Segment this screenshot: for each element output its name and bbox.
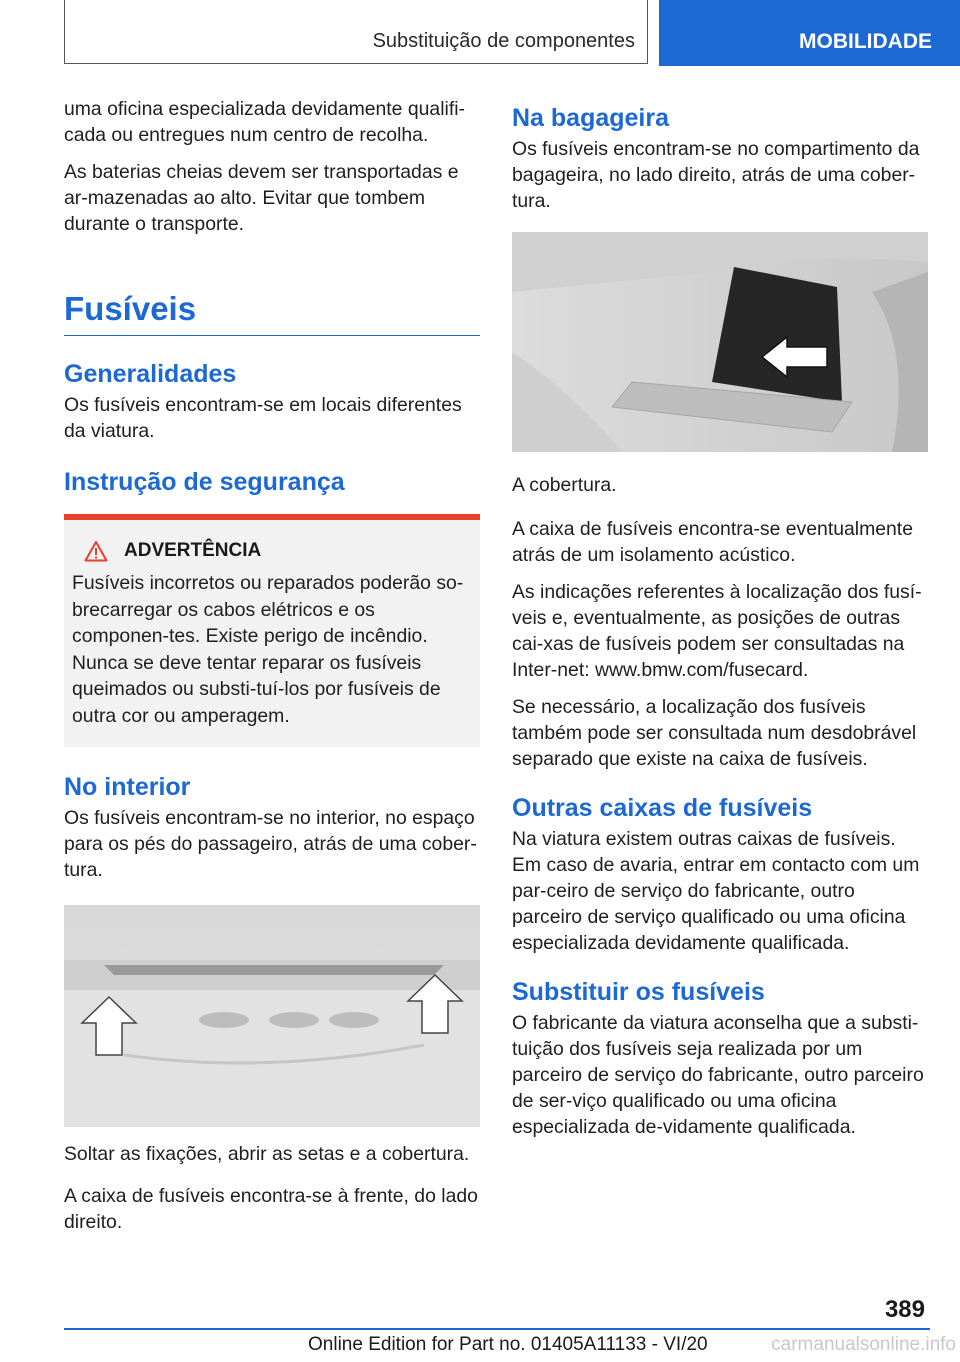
intro-paragraph-2: As baterias cheias devem ser transportadas e ar-mazenadas ao alto. Evitar que tombem durante o transporte. [64,161,459,235]
section-tab [64,0,648,64]
page-header [0,0,960,66]
trunk-paragraph: Os fusíveis encontram-se no compartimento da bagageira, no lado direito, atrás de uma cober-tura. [512,138,920,212]
heading-interior: No interior [64,773,191,801]
caption-interior: Soltar as fixações, abrir as setas e a cobertura. [64,1143,470,1165]
replace-paragraph: O fabricante da viatura aconselha que a substi-tuição dos fusíveis seja realizada por um parceiro de serviço do fabricante, outro parceiro de ser-viço qualificado ou uma oficina especializada de-vidamente qualificada. [512,1012,924,1138]
intro-paragraph-1: uma oficina especializada devidamente qualifi-cada ou entregues num centro de recolha. [64,98,465,146]
trunk-paragraph-3: As indicações referentes à localização dos fusí-veis e, eventualmente, as posições de outras cai-xas de fusíveis podem ser consultadas na Inter-net: www.bmw.com/fusecard. [512,581,922,681]
other-boxes-paragraph: Na viatura existem outras caixas de fusíveis. Em caso de avaria, entrar em contacto com um par-ceiro de serviço do fabricante, outro parceiro de serviço qualificado ou uma oficina especializada devidamente qualificada. [512,828,920,954]
heading-general: Generalidades [64,360,237,388]
watermark: carmanualsonline.info [771,1334,956,1355]
caption-trunk: A cobertura. [512,474,617,496]
edition-info: Online Edition for Part no. 01405A11133 - VI/20 [308,1334,708,1355]
warning-header [72,540,472,562]
warning-box [64,514,480,747]
general-paragraph: Os fusíveis encontram-se em locais diferentes da viatura. [64,394,462,442]
left-column [64,96,480,1246]
interior-paragraph-2: A caixa de fusíveis encontra-se à frente, do lado direito. [64,1185,478,1233]
heading-trunk: Na bagageira [512,104,670,132]
chapter-tab [659,0,960,66]
trunk-paragraph-4: Se necessário, a localização dos fusíveis também pode ser consultada num desdobrável separado que existe na caixa de fusíveis. [512,696,917,770]
warning-title: ADVERTÊNCIA [124,540,262,561]
interior-paragraph: Os fusíveis encontram-se no interior, no espaço para os pés do passageiro, atrás de uma cober-tura. [64,807,477,881]
section-heading-fuses: Fusíveis [64,289,480,336]
heading-safety: Instrução de segurança [64,468,345,496]
chapter-title: MOBILIDADE [799,30,932,53]
right-column [512,96,928,1151]
footer-divider [64,1328,930,1330]
section-title: Substituição de componentes [372,30,635,52]
page-number: 389 [884,1296,925,1323]
warning-text: Fusíveis incorretos ou reparados poderão so-brecarregar os cabos elétricos e os componen-tes. Existe perigo de incêndio. Nunca se deve tentar reparar os fusíveis queimados ou substi-tuí-los por fusíveis de outra cor ou amperagem. [72,572,464,727]
heading-other-boxes: Outras caixas de fusíveis [512,794,813,822]
warning-triangle-icon [84,540,108,562]
heading-replace: Substituir os fusíveis [512,978,765,1006]
interior-fuse-photo [64,905,480,1127]
trunk-paragraph-2: A caixa de fusíveis encontra-se eventualmente atrás de um isolamento acústico. [512,518,913,566]
trunk-fuse-photo [512,232,928,452]
